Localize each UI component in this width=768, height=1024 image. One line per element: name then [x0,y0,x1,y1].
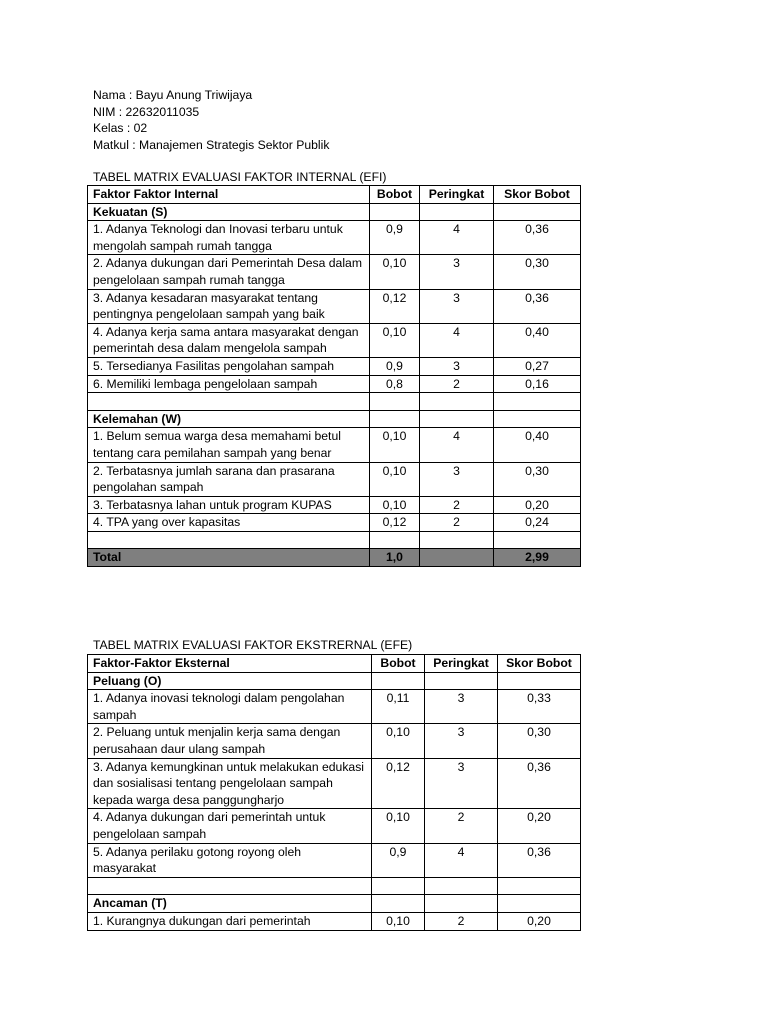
empty-cell [494,410,581,428]
factor-skor: 0,30 [494,462,581,496]
factor-row [88,809,581,843]
efi-strengths-header-label: Kekuatan (S) [88,203,370,221]
student-nim: NIM : 22632011035 [93,104,200,119]
empty-cell [370,203,420,221]
empty-cell [425,877,498,895]
empty-cell [372,895,425,913]
empty-cell [420,410,494,428]
factor-bobot: 0,10 [370,462,420,496]
efi-weaknesses-header-label: Kelemahan (W) [88,410,370,428]
factor-row [88,428,581,462]
factor-description: 4. Adanya kerja sama antara masyarakat dengan pemerintah desa dalam mengelola sampah [88,323,370,357]
factor-peringkat: 3 [420,289,494,323]
factor-description: 4. TPA yang over kapasitas [88,514,370,532]
factor-peringkat: 4 [425,843,498,877]
empty-cell [498,672,581,690]
empty-cell [425,895,498,913]
factor-description: 6. Memiliki lembaga pengelolaan sampah [88,375,370,393]
student-info [93,87,329,153]
factor-skor: 0,33 [498,690,581,724]
factor-description: 5. Tersedianya Fasilitas pengolahan sampah [88,357,370,375]
factor-description: 2. Peluang untuk menjalin kerja sama dengan perusahaan daur ulang sampah [88,724,372,758]
factor-skor: 0,30 [498,724,581,758]
factor-peringkat: 3 [425,758,498,809]
factor-row [88,357,581,375]
factor-description: 3. Terbatasnya lahan untuk program KUPAS [88,496,370,514]
efi-col-bobot: Bobot [370,186,420,204]
efe-threats-header [88,895,581,913]
efe-col-bobot: Bobot [372,655,425,673]
student-class: Kelas : 02 [93,121,148,136]
empty-cell [372,877,425,895]
total-bobot: 1,0 [370,549,420,567]
factor-peringkat: 3 [425,724,498,758]
factor-description: 4. Adanya dukungan dari pemerintah untuk pengelolaan sampah [88,809,372,843]
factor-bobot: 0,10 [370,428,420,462]
efi-table [87,185,581,567]
efe-opportunities-header [88,672,581,690]
factor-skor: 0,27 [494,357,581,375]
factor-description: 5. Adanya perilaku gotong royong oleh masyarakat [88,843,372,877]
student-name: Nama : Bayu Anung Triwijaya [93,88,253,102]
factor-bobot: 0,9 [372,843,425,877]
efi-col-peringkat: Peringkat [420,186,494,204]
factor-row [88,255,581,289]
factor-bobot: 0,11 [372,690,425,724]
factor-skor: 0,24 [494,514,581,532]
factor-peringkat: 2 [425,912,498,930]
factor-bobot: 0,12 [370,289,420,323]
empty-cell [420,203,494,221]
efe-table-title: TABEL MATRIX EVALUASI FAKTOR EKSTRERNAL (EFE) [93,638,413,652]
efe-opportunities-header-label: Peluang (O) [88,672,372,690]
efe-header-row [88,655,581,673]
blank-row [88,531,581,549]
empty-cell [370,410,420,428]
efe-table [87,654,581,931]
factor-peringkat: 4 [420,428,494,462]
empty-cell [498,895,581,913]
factor-row [88,724,581,758]
factor-description: 3. Adanya kesadaran masyarakat tentang pentingnya pengelolaan sampah yang baik [88,289,370,323]
factor-skor: 0,36 [498,843,581,877]
factor-bobot: 0,9 [370,357,420,375]
factor-skor: 0,36 [498,758,581,809]
factor-row [88,758,581,809]
factor-row [88,843,581,877]
factor-row [88,462,581,496]
factor-bobot: 0,10 [370,323,420,357]
factor-bobot: 0,10 [370,496,420,514]
blank-row [88,393,581,411]
factor-row [88,690,581,724]
factor-description: 2. Terbatasnya jumlah sarana dan prasarana pengolahan sampah [88,462,370,496]
efe-col-skor: Skor Bobot [498,655,581,673]
empty-cell [88,531,370,549]
empty-cell [88,877,372,895]
factor-row [88,514,581,532]
factor-peringkat: 4 [420,323,494,357]
efi-strengths-header [88,203,581,221]
efe-threats-header-label: Ancaman (T) [88,895,372,913]
efi-col-skor: Skor Bobot [494,186,581,204]
factor-peringkat: 3 [420,357,494,375]
total-label: Total [88,549,370,567]
factor-bobot: 0,12 [370,514,420,532]
empty-cell [498,877,581,895]
efe-col-factor: Faktor-Faktor Eksternal [88,655,372,673]
factor-row [88,221,581,255]
factor-description: 1. Adanya inovasi teknologi dalam pengolahan sampah [88,690,372,724]
factor-peringkat: 3 [420,462,494,496]
course-name: Matkul : Manajemen Strategis Sektor Publik [93,137,330,152]
factor-peringkat: 3 [425,690,498,724]
factor-bobot: 0,10 [372,809,425,843]
factor-description: 2. Adanya dukungan dari Pemerintah Desa dalam pengelolaan sampah rumah tangga [88,255,370,289]
factor-skor: 0,20 [494,496,581,514]
factor-bobot: 0,10 [370,255,420,289]
total-skor: 2,99 [494,549,581,567]
efi-header-row [88,186,581,204]
empty-cell [420,393,494,411]
empty-cell [494,203,581,221]
factor-description: 1. Adanya Teknologi dan Inovasi terbaru untuk mengolah sampah rumah tangga [88,221,370,255]
factor-peringkat: 3 [420,255,494,289]
empty-cell [372,672,425,690]
empty-cell [370,531,420,549]
empty-cell [425,672,498,690]
factor-bobot: 0,8 [370,375,420,393]
factor-skor: 0,20 [498,809,581,843]
efi-total-row [88,549,581,567]
factor-skor: 0,16 [494,375,581,393]
factor-bobot: 0,10 [372,724,425,758]
efi-table-title: TABEL MATRIX EVALUASI FAKTOR INTERNAL (EFI) [93,170,387,184]
empty-cell [494,393,581,411]
factor-peringkat: 2 [420,514,494,532]
factor-skor: 0,30 [494,255,581,289]
factor-skor: 0,20 [498,912,581,930]
empty-cell [420,531,494,549]
factor-skor: 0,36 [494,289,581,323]
empty-cell [370,393,420,411]
factor-row [88,289,581,323]
factor-description: 3. Adanya kemungkinan untuk melakukan edukasi dan sosialisasi tentang pengelolaan sampah kepada warga desa panggungharjo [88,758,372,809]
empty-cell [494,531,581,549]
total-peringkat [420,549,494,567]
factor-description: 1. Belum semua warga desa memahami betul tentang cara pemilahan sampah yang benar [88,428,370,462]
factor-bobot: 0,10 [372,912,425,930]
factor-skor: 0,36 [494,221,581,255]
efi-col-factor: Faktor Faktor Internal [88,186,370,204]
factor-description: 1. Kurangnya dukungan dari pemerintah [88,912,372,930]
factor-row [88,496,581,514]
factor-row [88,912,581,930]
factor-skor: 0,40 [494,428,581,462]
efe-col-peringkat: Peringkat [425,655,498,673]
factor-skor: 0,40 [494,323,581,357]
factor-row [88,375,581,393]
factor-peringkat: 2 [420,496,494,514]
factor-bobot: 0,9 [370,221,420,255]
factor-row [88,323,581,357]
blank-row [88,877,581,895]
factor-peringkat: 2 [425,809,498,843]
factor-peringkat: 4 [420,221,494,255]
efi-weaknesses-header [88,410,581,428]
empty-cell [88,393,370,411]
factor-bobot: 0,12 [372,758,425,809]
factor-peringkat: 2 [420,375,494,393]
